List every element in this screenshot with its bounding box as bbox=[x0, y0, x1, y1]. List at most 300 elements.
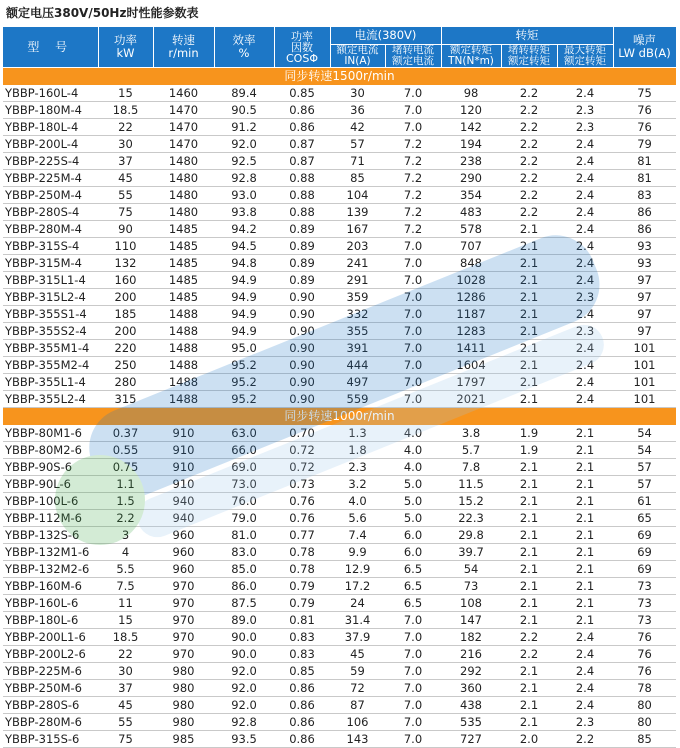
cell-rated-current: 359 bbox=[330, 289, 385, 306]
table-body bbox=[3, 68, 676, 748]
cell-rated-torque: 108 bbox=[441, 595, 501, 612]
table-row bbox=[3, 391, 676, 408]
cell-power: 110 bbox=[98, 238, 153, 255]
cell-max-torque: 2.1 bbox=[557, 493, 613, 510]
table-row bbox=[3, 170, 676, 187]
cell-max-torque: 2.1 bbox=[557, 425, 613, 442]
cell-rated-torque: 238 bbox=[441, 153, 501, 170]
cell-locked-current: 7.0 bbox=[385, 357, 441, 374]
table-row bbox=[3, 272, 676, 289]
cell-model: YBBP-280M-6 bbox=[3, 714, 98, 731]
cell-rated-current: 72 bbox=[330, 680, 385, 697]
cell-max-torque: 2.3 bbox=[557, 102, 613, 119]
table-row bbox=[3, 238, 676, 255]
cell-rated-current: 143 bbox=[330, 731, 385, 748]
cell-locked-torque: 2.1 bbox=[501, 527, 557, 544]
cell-noise: 54 bbox=[613, 425, 676, 442]
cell-rated-current: 57 bbox=[330, 136, 385, 153]
cell-power: 11 bbox=[98, 595, 153, 612]
cell-rated-torque: 15.2 bbox=[441, 493, 501, 510]
table-row bbox=[3, 731, 676, 748]
cell-noise: 79 bbox=[613, 136, 676, 153]
cell-power: 1.5 bbox=[98, 493, 153, 510]
cell-max-torque: 2.4 bbox=[557, 187, 613, 204]
cell-efficiency: 76.0 bbox=[214, 493, 274, 510]
cell-locked-torque: 2.1 bbox=[501, 510, 557, 527]
col-rated-current: 额定电流 IN(A) bbox=[330, 45, 385, 68]
cell-model: YBBP-355L2-4 bbox=[3, 391, 98, 408]
cell-speed: 980 bbox=[153, 680, 214, 697]
cell-power-factor: 0.90 bbox=[274, 357, 330, 374]
cell-rated-torque: 98 bbox=[441, 85, 501, 102]
cell-noise: 93 bbox=[613, 238, 676, 255]
cell-efficiency: 89.0 bbox=[214, 612, 274, 629]
col-power: 功率 kW bbox=[98, 27, 153, 68]
cell-power: 220 bbox=[98, 340, 153, 357]
table-row bbox=[3, 697, 676, 714]
cell-speed: 1470 bbox=[153, 102, 214, 119]
cell-max-torque: 2.3 bbox=[557, 289, 613, 306]
cell-power: 7.5 bbox=[98, 578, 153, 595]
cell-locked-current: 7.2 bbox=[385, 153, 441, 170]
cell-noise: 76 bbox=[613, 629, 676, 646]
cell-locked-current: 7.0 bbox=[385, 255, 441, 272]
cell-locked-current: 4.0 bbox=[385, 459, 441, 476]
cell-rated-current: 85 bbox=[330, 170, 385, 187]
cell-locked-torque: 2.1 bbox=[501, 578, 557, 595]
cell-efficiency: 91.2 bbox=[214, 119, 274, 136]
cell-efficiency: 95.2 bbox=[214, 374, 274, 391]
col-rated-torque: 额定转矩 TN(N*m) bbox=[441, 45, 501, 68]
cell-power-factor: 0.90 bbox=[274, 306, 330, 323]
cell-model: YBBP-180L-6 bbox=[3, 612, 98, 629]
cell-rated-torque: 535 bbox=[441, 714, 501, 731]
cell-max-torque: 2.4 bbox=[557, 204, 613, 221]
cell-speed: 1485 bbox=[153, 289, 214, 306]
cell-model: YBBP-315M-4 bbox=[3, 255, 98, 272]
cell-rated-current: 9.9 bbox=[330, 544, 385, 561]
cell-model: YBBP-112M-6 bbox=[3, 510, 98, 527]
cell-rated-torque: 22.3 bbox=[441, 510, 501, 527]
cell-noise: 97 bbox=[613, 306, 676, 323]
cell-locked-torque: 2.2 bbox=[501, 136, 557, 153]
cell-power: 37 bbox=[98, 153, 153, 170]
cell-max-torque: 2.4 bbox=[557, 340, 613, 357]
cell-speed: 940 bbox=[153, 510, 214, 527]
cell-model: YBBP-225S-4 bbox=[3, 153, 98, 170]
cell-noise: 81 bbox=[613, 153, 676, 170]
cell-max-torque: 2.4 bbox=[557, 646, 613, 663]
cell-efficiency: 90.0 bbox=[214, 646, 274, 663]
cell-rated-current: 241 bbox=[330, 255, 385, 272]
cell-rated-current: 391 bbox=[330, 340, 385, 357]
cell-power-factor: 0.88 bbox=[274, 187, 330, 204]
cell-power-factor: 0.88 bbox=[274, 170, 330, 187]
cell-locked-torque: 2.1 bbox=[501, 612, 557, 629]
cell-rated-current: 7.4 bbox=[330, 527, 385, 544]
cell-locked-current: 5.0 bbox=[385, 510, 441, 527]
cell-power-factor: 0.72 bbox=[274, 442, 330, 459]
cell-power-factor: 0.70 bbox=[274, 425, 330, 442]
cell-speed: 910 bbox=[153, 459, 214, 476]
cell-locked-current: 7.0 bbox=[385, 629, 441, 646]
cell-locked-torque: 2.1 bbox=[501, 221, 557, 238]
cell-max-torque: 2.1 bbox=[557, 578, 613, 595]
cell-speed: 1485 bbox=[153, 221, 214, 238]
cell-max-torque: 2.4 bbox=[557, 238, 613, 255]
cell-speed: 970 bbox=[153, 646, 214, 663]
cell-max-torque: 2.1 bbox=[557, 510, 613, 527]
cell-speed: 1485 bbox=[153, 272, 214, 289]
cell-speed: 1488 bbox=[153, 323, 214, 340]
cell-locked-current: 6.0 bbox=[385, 527, 441, 544]
cell-rated-torque: 438 bbox=[441, 697, 501, 714]
cell-efficiency: 92.8 bbox=[214, 170, 274, 187]
col-group-torque: 转矩 bbox=[441, 27, 613, 45]
cell-locked-torque: 2.1 bbox=[501, 697, 557, 714]
cell-rated-torque: 727 bbox=[441, 731, 501, 748]
cell-noise: 93 bbox=[613, 255, 676, 272]
cell-model: YBBP-225M-6 bbox=[3, 663, 98, 680]
cell-power: 3 bbox=[98, 527, 153, 544]
cell-power: 22 bbox=[98, 119, 153, 136]
cell-power-factor: 0.85 bbox=[274, 85, 330, 102]
table-row bbox=[3, 527, 676, 544]
table-row bbox=[3, 102, 676, 119]
table-row bbox=[3, 374, 676, 391]
cell-model: YBBP-132S-6 bbox=[3, 527, 98, 544]
table-header bbox=[3, 27, 676, 68]
table-row bbox=[3, 136, 676, 153]
cell-noise: 73 bbox=[613, 595, 676, 612]
cell-power: 200 bbox=[98, 323, 153, 340]
cell-max-torque: 2.1 bbox=[557, 442, 613, 459]
cell-efficiency: 92.5 bbox=[214, 153, 274, 170]
cell-max-torque: 2.1 bbox=[557, 459, 613, 476]
cell-efficiency: 94.9 bbox=[214, 323, 274, 340]
cell-efficiency: 93.5 bbox=[214, 731, 274, 748]
cell-power-factor: 0.86 bbox=[274, 714, 330, 731]
cell-model: YBBP-315S-4 bbox=[3, 238, 98, 255]
cell-noise: 85 bbox=[613, 731, 676, 748]
table-row bbox=[3, 187, 676, 204]
cell-max-torque: 2.4 bbox=[557, 306, 613, 323]
cell-locked-torque: 2.1 bbox=[501, 544, 557, 561]
cell-power: 132 bbox=[98, 255, 153, 272]
cell-speed: 1485 bbox=[153, 238, 214, 255]
cell-rated-current: 17.2 bbox=[330, 578, 385, 595]
cell-max-torque: 2.2 bbox=[557, 731, 613, 748]
cell-power: 160 bbox=[98, 272, 153, 289]
cell-efficiency: 94.9 bbox=[214, 306, 274, 323]
cell-rated-current: 444 bbox=[330, 357, 385, 374]
cell-noise: 101 bbox=[613, 374, 676, 391]
cell-locked-current: 6.5 bbox=[385, 578, 441, 595]
cell-speed: 1480 bbox=[153, 153, 214, 170]
cell-rated-current: 2.3 bbox=[330, 459, 385, 476]
cell-speed: 910 bbox=[153, 442, 214, 459]
col-speed: 转速 r/min bbox=[153, 27, 214, 68]
cell-efficiency: 85.0 bbox=[214, 561, 274, 578]
cell-rated-torque: 360 bbox=[441, 680, 501, 697]
cell-max-torque: 2.1 bbox=[557, 527, 613, 544]
cell-locked-torque: 2.2 bbox=[501, 170, 557, 187]
cell-rated-current: 87 bbox=[330, 697, 385, 714]
cell-power: 75 bbox=[98, 731, 153, 748]
cell-locked-current: 7.0 bbox=[385, 714, 441, 731]
cell-rated-current: 5.6 bbox=[330, 510, 385, 527]
cell-rated-torque: 1028 bbox=[441, 272, 501, 289]
cell-locked-torque: 2.2 bbox=[501, 629, 557, 646]
cell-locked-current: 7.2 bbox=[385, 187, 441, 204]
col-locked-torque: 堵转转矩 额定转矩 bbox=[501, 45, 557, 68]
cell-locked-current: 7.2 bbox=[385, 170, 441, 187]
cell-rated-torque: 147 bbox=[441, 612, 501, 629]
cell-locked-torque: 2.0 bbox=[501, 731, 557, 748]
cell-efficiency: 93.0 bbox=[214, 187, 274, 204]
cell-locked-current: 7.0 bbox=[385, 238, 441, 255]
section-header bbox=[3, 408, 676, 426]
cell-power-factor: 0.90 bbox=[274, 323, 330, 340]
cell-power-factor: 0.86 bbox=[274, 102, 330, 119]
cell-model: YBBP-355M2-4 bbox=[3, 357, 98, 374]
cell-rated-current: 12.9 bbox=[330, 561, 385, 578]
cell-max-torque: 2.4 bbox=[557, 136, 613, 153]
cell-power-factor: 0.81 bbox=[274, 612, 330, 629]
cell-noise: 57 bbox=[613, 459, 676, 476]
table-row bbox=[3, 646, 676, 663]
cell-locked-torque: 2.1 bbox=[501, 289, 557, 306]
cell-locked-torque: 2.1 bbox=[501, 340, 557, 357]
cell-rated-current: 45 bbox=[330, 646, 385, 663]
cell-noise: 76 bbox=[613, 646, 676, 663]
cell-rated-torque: 194 bbox=[441, 136, 501, 153]
cell-max-torque: 2.4 bbox=[557, 170, 613, 187]
table-row bbox=[3, 204, 676, 221]
cell-rated-current: 203 bbox=[330, 238, 385, 255]
cell-locked-torque: 2.1 bbox=[501, 663, 557, 680]
cell-locked-current: 7.0 bbox=[385, 374, 441, 391]
cell-max-torque: 2.4 bbox=[557, 357, 613, 374]
cell-speed: 970 bbox=[153, 578, 214, 595]
cell-power-factor: 0.86 bbox=[274, 697, 330, 714]
cell-rated-current: 37.9 bbox=[330, 629, 385, 646]
cell-power: 55 bbox=[98, 714, 153, 731]
cell-rated-torque: 11.5 bbox=[441, 476, 501, 493]
cell-power: 37 bbox=[98, 680, 153, 697]
cell-locked-current: 7.0 bbox=[385, 85, 441, 102]
cell-locked-current: 7.0 bbox=[385, 612, 441, 629]
cell-locked-torque: 2.2 bbox=[501, 119, 557, 136]
table-row bbox=[3, 544, 676, 561]
cell-model: YBBP-280S-4 bbox=[3, 204, 98, 221]
cell-speed: 1470 bbox=[153, 136, 214, 153]
cell-noise: 97 bbox=[613, 323, 676, 340]
cell-model: YBBP-355M1-4 bbox=[3, 340, 98, 357]
cell-power-factor: 0.87 bbox=[274, 153, 330, 170]
table-row bbox=[3, 357, 676, 374]
cell-power-factor: 0.86 bbox=[274, 680, 330, 697]
cell-rated-current: 167 bbox=[330, 221, 385, 238]
table-row bbox=[3, 595, 676, 612]
cell-rated-current: 31.4 bbox=[330, 612, 385, 629]
cell-max-torque: 2.4 bbox=[557, 680, 613, 697]
cell-model: YBBP-355S2-4 bbox=[3, 323, 98, 340]
cell-noise: 76 bbox=[613, 102, 676, 119]
cell-speed: 1488 bbox=[153, 306, 214, 323]
cell-locked-torque: 1.9 bbox=[501, 425, 557, 442]
cell-power: 1.1 bbox=[98, 476, 153, 493]
cell-efficiency: 95.2 bbox=[214, 357, 274, 374]
cell-rated-current: 24 bbox=[330, 595, 385, 612]
cell-power-factor: 0.83 bbox=[274, 629, 330, 646]
cell-rated-torque: 3.8 bbox=[441, 425, 501, 442]
cell-power-factor: 0.78 bbox=[274, 561, 330, 578]
cell-noise: 83 bbox=[613, 187, 676, 204]
col-max-torque: 最大转矩 额定转矩 bbox=[557, 45, 613, 68]
cell-speed: 970 bbox=[153, 595, 214, 612]
cell-rated-torque: 290 bbox=[441, 170, 501, 187]
cell-efficiency: 87.5 bbox=[214, 595, 274, 612]
page-title: 额定电压380V/50Hz时性能参数表 bbox=[6, 6, 199, 20]
cell-locked-current: 7.0 bbox=[385, 646, 441, 663]
cell-locked-current: 4.0 bbox=[385, 425, 441, 442]
table-row bbox=[3, 442, 676, 459]
cell-locked-current: 7.0 bbox=[385, 272, 441, 289]
cell-model: YBBP-250M-6 bbox=[3, 680, 98, 697]
cell-efficiency: 69.0 bbox=[214, 459, 274, 476]
cell-efficiency: 90.5 bbox=[214, 102, 274, 119]
cell-power-factor: 0.90 bbox=[274, 391, 330, 408]
cell-noise: 101 bbox=[613, 340, 676, 357]
cell-speed: 910 bbox=[153, 476, 214, 493]
cell-efficiency: 92.0 bbox=[214, 136, 274, 153]
table-row bbox=[3, 561, 676, 578]
cell-efficiency: 93.8 bbox=[214, 204, 274, 221]
cell-locked-current: 6.5 bbox=[385, 561, 441, 578]
cell-locked-torque: 2.1 bbox=[501, 391, 557, 408]
cell-rated-torque: 29.8 bbox=[441, 527, 501, 544]
cell-power-factor: 0.79 bbox=[274, 578, 330, 595]
table-row bbox=[3, 119, 676, 136]
cell-rated-torque: 707 bbox=[441, 238, 501, 255]
cell-max-torque: 2.1 bbox=[557, 612, 613, 629]
cell-power-factor: 0.72 bbox=[274, 459, 330, 476]
cell-rated-current: 1.8 bbox=[330, 442, 385, 459]
cell-locked-current: 5.0 bbox=[385, 493, 441, 510]
cell-efficiency: 73.0 bbox=[214, 476, 274, 493]
cell-locked-torque: 2.2 bbox=[501, 187, 557, 204]
cell-max-torque: 2.3 bbox=[557, 323, 613, 340]
cell-model: YBBP-200L1-6 bbox=[3, 629, 98, 646]
cell-max-torque: 2.4 bbox=[557, 629, 613, 646]
cell-noise: 54 bbox=[613, 442, 676, 459]
cell-rated-torque: 354 bbox=[441, 187, 501, 204]
cell-rated-current: 3.2 bbox=[330, 476, 385, 493]
cell-speed: 970 bbox=[153, 629, 214, 646]
cell-speed: 1460 bbox=[153, 85, 214, 102]
cell-max-torque: 2.4 bbox=[557, 697, 613, 714]
cell-efficiency: 94.8 bbox=[214, 255, 274, 272]
cell-power: 5.5 bbox=[98, 561, 153, 578]
cell-max-torque: 2.3 bbox=[557, 119, 613, 136]
cell-max-torque: 2.4 bbox=[557, 255, 613, 272]
cell-rated-current: 1.3 bbox=[330, 425, 385, 442]
cell-locked-torque: 2.1 bbox=[501, 680, 557, 697]
cell-max-torque: 2.1 bbox=[557, 595, 613, 612]
cell-rated-torque: 1283 bbox=[441, 323, 501, 340]
table-row bbox=[3, 476, 676, 493]
cell-noise: 61 bbox=[613, 493, 676, 510]
cell-rated-current: 36 bbox=[330, 102, 385, 119]
cell-noise: 97 bbox=[613, 272, 676, 289]
cell-efficiency: 92.8 bbox=[214, 714, 274, 731]
cell-locked-current: 7.0 bbox=[385, 289, 441, 306]
cell-power: 4 bbox=[98, 544, 153, 561]
cell-power-factor: 0.76 bbox=[274, 493, 330, 510]
cell-locked-torque: 2.1 bbox=[501, 459, 557, 476]
cell-locked-torque: 2.2 bbox=[501, 102, 557, 119]
cell-efficiency: 94.9 bbox=[214, 272, 274, 289]
cell-max-torque: 2.4 bbox=[557, 374, 613, 391]
cell-efficiency: 63.0 bbox=[214, 425, 274, 442]
cell-max-torque: 2.4 bbox=[557, 85, 613, 102]
cell-locked-current: 7.0 bbox=[385, 391, 441, 408]
cell-model: YBBP-160L-4 bbox=[3, 85, 98, 102]
cell-noise: 69 bbox=[613, 561, 676, 578]
cell-rated-current: 559 bbox=[330, 391, 385, 408]
cell-max-torque: 2.1 bbox=[557, 544, 613, 561]
cell-noise: 65 bbox=[613, 510, 676, 527]
cell-locked-torque: 2.1 bbox=[501, 476, 557, 493]
section-label: 同步转速1000r/min bbox=[3, 408, 676, 426]
cell-max-torque: 2.3 bbox=[557, 714, 613, 731]
cell-rated-torque: 54 bbox=[441, 561, 501, 578]
cell-max-torque: 2.4 bbox=[557, 391, 613, 408]
cell-noise: 81 bbox=[613, 170, 676, 187]
cell-rated-current: 30 bbox=[330, 85, 385, 102]
cell-model: YBBP-280S-6 bbox=[3, 697, 98, 714]
cell-locked-torque: 2.1 bbox=[501, 255, 557, 272]
cell-power: 18.5 bbox=[98, 629, 153, 646]
table-row bbox=[3, 85, 676, 102]
cell-power: 250 bbox=[98, 357, 153, 374]
cell-speed: 940 bbox=[153, 493, 214, 510]
cell-model: YBBP-200L-4 bbox=[3, 136, 98, 153]
cell-locked-torque: 2.1 bbox=[501, 561, 557, 578]
cell-model: YBBP-315L2-4 bbox=[3, 289, 98, 306]
cell-efficiency: 94.9 bbox=[214, 289, 274, 306]
cell-power-factor: 0.86 bbox=[274, 119, 330, 136]
cell-efficiency: 66.0 bbox=[214, 442, 274, 459]
cell-speed: 1480 bbox=[153, 204, 214, 221]
cell-locked-current: 7.2 bbox=[385, 221, 441, 238]
cell-model: YBBP-90S-6 bbox=[3, 459, 98, 476]
cell-locked-torque: 1.9 bbox=[501, 442, 557, 459]
cell-locked-current: 7.2 bbox=[385, 136, 441, 153]
cell-power: 280 bbox=[98, 374, 153, 391]
table-row bbox=[3, 323, 676, 340]
cell-efficiency: 86.0 bbox=[214, 578, 274, 595]
cell-power-factor: 0.89 bbox=[274, 255, 330, 272]
cell-speed: 1488 bbox=[153, 340, 214, 357]
cell-rated-current: 42 bbox=[330, 119, 385, 136]
cell-rated-current: 139 bbox=[330, 204, 385, 221]
cell-rated-torque: 1604 bbox=[441, 357, 501, 374]
cell-locked-current: 7.2 bbox=[385, 204, 441, 221]
col-locked-current: 堵转电流 额定电流 bbox=[385, 45, 441, 68]
cell-power: 315 bbox=[98, 391, 153, 408]
